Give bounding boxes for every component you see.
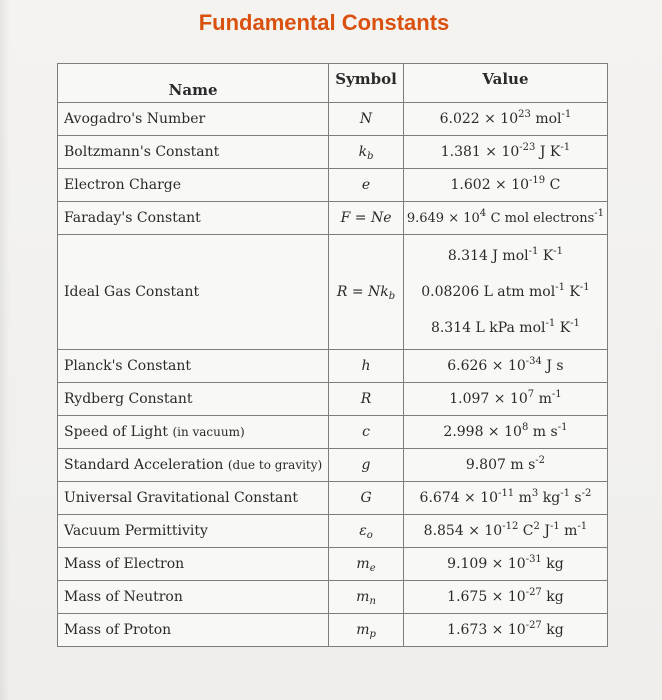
unit-exponent: -1 xyxy=(549,521,560,532)
gas-value-2 xyxy=(410,274,601,310)
symbol-subscript: b xyxy=(388,291,396,302)
value-unit: kg xyxy=(546,622,564,638)
gas-value-1 xyxy=(410,238,601,274)
unit-exponent: -1 xyxy=(555,282,565,293)
header-row xyxy=(58,64,608,103)
table-row xyxy=(58,202,608,235)
value-unit: kg xyxy=(546,556,564,572)
constant-symbol xyxy=(329,581,404,614)
value-exponent: -12 xyxy=(502,521,519,532)
constant-value xyxy=(403,383,607,416)
symbol-base: k xyxy=(358,144,368,160)
value-mantissa: 1.381 × 10 xyxy=(440,144,520,160)
constant-name: Mass of Electron xyxy=(58,548,329,581)
constant-symbol: c xyxy=(329,416,404,449)
symbol-base: m xyxy=(356,589,370,605)
constant-value xyxy=(403,581,607,614)
value-unit: J xyxy=(544,523,550,539)
value-unit: s xyxy=(574,490,582,506)
header-name: Name xyxy=(58,64,329,103)
value-unit: J s xyxy=(546,358,564,374)
symbol-subscript: b xyxy=(367,151,374,162)
value-mantissa: 9.649 × 10 xyxy=(406,211,480,226)
gas-value-3 xyxy=(410,310,601,346)
value-exponent: 4 xyxy=(479,208,487,219)
value-exponent: -19 xyxy=(529,175,546,186)
constant-name: Electron Charge xyxy=(58,169,329,202)
constant-name: Ideal Gas Constant xyxy=(58,235,329,350)
value-mantissa: 2.998 × 10 xyxy=(443,424,522,440)
constant-name: Faraday's Constant xyxy=(58,202,329,235)
symbol-lhs: R xyxy=(336,284,348,300)
constant-symbol xyxy=(329,235,404,350)
value-unit: mol xyxy=(535,111,562,127)
unit-exponent: -1 xyxy=(560,142,571,153)
unit-exponent: -2 xyxy=(581,488,592,499)
value-unit: m xyxy=(518,490,532,506)
symbol-subscript: n xyxy=(369,596,376,607)
header-value: Value xyxy=(403,64,607,103)
constant-value xyxy=(403,548,607,581)
constant-symbol: h xyxy=(329,350,404,383)
unit-exponent: -1 xyxy=(545,318,556,329)
symbol-base: m xyxy=(356,622,370,638)
value-unit: m xyxy=(538,391,552,407)
value-unit: C xyxy=(522,523,534,539)
unit-exponent: -2 xyxy=(535,455,546,466)
constants-table xyxy=(57,63,608,647)
table-row xyxy=(58,416,608,449)
constant-name: Mass of Proton xyxy=(58,614,329,647)
constant-symbol xyxy=(329,548,404,581)
unit-exponent: -1 xyxy=(594,208,605,219)
value-unit: C xyxy=(549,177,561,193)
unit-exponent: 3 xyxy=(531,488,539,499)
constant-name: Rydberg Constant xyxy=(58,383,329,416)
unit-exponent: -1 xyxy=(553,246,564,257)
value-unit: K xyxy=(559,320,571,336)
constant-name xyxy=(58,416,329,449)
value-mantissa: 6.022 × 10 xyxy=(439,111,519,127)
table-row xyxy=(58,103,608,136)
symbol-lhs: F xyxy=(340,210,351,226)
value-exponent: -31 xyxy=(525,554,542,565)
name-text: Standard Acceleration xyxy=(64,457,224,473)
symbol-rhs: Ne xyxy=(370,210,392,226)
constant-name: Planck's Constant xyxy=(58,350,329,383)
value-exponent: 8 xyxy=(521,422,529,433)
value-mantissa: 9.109 × 10 xyxy=(447,556,526,572)
symbol-equals: = xyxy=(350,210,371,226)
constant-value xyxy=(403,235,607,350)
name-note: (in vacuum) xyxy=(172,425,245,439)
value-mantissa: 8.854 × 10 xyxy=(423,523,503,539)
unit-exponent: -1 xyxy=(528,246,539,257)
constant-symbol: G xyxy=(329,482,404,515)
symbol-equals: = xyxy=(347,284,369,300)
value-exponent: -11 xyxy=(498,488,515,499)
constant-symbol xyxy=(329,515,404,548)
constant-value xyxy=(403,614,607,647)
constant-name: Universal Gravitational Constant xyxy=(58,482,329,515)
symbol-subscript: e xyxy=(369,563,376,574)
value-text: 0.08206 L atm mol xyxy=(421,284,556,300)
unit-exponent: -1 xyxy=(557,422,568,433)
symbol-subscript: p xyxy=(369,629,376,640)
symbol-rhs: Nk xyxy=(368,284,389,300)
constant-value xyxy=(403,449,607,482)
table-row xyxy=(58,614,608,647)
value-mantissa: 6.626 × 10 xyxy=(447,358,526,374)
value-unit: kg xyxy=(546,589,564,605)
constant-symbol: R xyxy=(329,383,404,416)
table-row xyxy=(58,235,608,350)
symbol-subscript: o xyxy=(366,530,373,541)
value-exponent: -34 xyxy=(525,356,542,367)
constant-name: Vacuum Permittivity xyxy=(58,515,329,548)
value-exponent: -23 xyxy=(519,142,536,153)
value-unit: K xyxy=(542,248,554,264)
header-symbol: Symbol xyxy=(329,64,404,103)
name-text: Speed of Light xyxy=(64,424,168,440)
constant-value xyxy=(403,202,607,235)
constant-symbol: e xyxy=(329,169,404,202)
unit-exponent: -1 xyxy=(560,488,570,499)
page-edge-shadow xyxy=(0,0,10,700)
value-unit: m s xyxy=(532,424,558,440)
value-unit: J K xyxy=(539,144,561,160)
table-row xyxy=(58,581,608,614)
table-row xyxy=(58,548,608,581)
constant-name: Mass of Neutron xyxy=(58,581,329,614)
value-exponent: 23 xyxy=(518,109,531,120)
table-row xyxy=(58,449,608,482)
unit-exponent: -1 xyxy=(551,389,562,400)
constant-name xyxy=(58,449,329,482)
value-mantissa: 6.674 × 10 xyxy=(419,490,499,506)
constant-symbol: g xyxy=(329,449,404,482)
value-unit: C mol electrons xyxy=(490,211,595,226)
value-mantissa: 1.675 × 10 xyxy=(447,589,526,605)
table-row xyxy=(58,383,608,416)
symbol-base: m xyxy=(356,556,370,572)
value-exponent: -27 xyxy=(525,587,542,598)
constant-value xyxy=(403,136,607,169)
table-row xyxy=(58,350,608,383)
table-row xyxy=(58,515,608,548)
value-text: 9.807 m s xyxy=(465,457,536,473)
value-mantissa: 1.673 × 10 xyxy=(447,622,526,638)
value-exponent: 7 xyxy=(527,389,535,400)
constant-name: Avogadro's Number xyxy=(58,103,329,136)
constant-value xyxy=(403,416,607,449)
constant-value xyxy=(403,103,607,136)
value-mantissa: 1.097 × 10 xyxy=(449,391,528,407)
constant-value xyxy=(403,169,607,202)
name-note: (due to gravity) xyxy=(227,458,323,472)
page-title: Fundamental Constants xyxy=(198,10,450,35)
table-row xyxy=(58,482,608,515)
constant-value xyxy=(403,350,607,383)
constant-symbol xyxy=(329,614,404,647)
unit-exponent: -1 xyxy=(577,521,588,532)
value-text: 8.314 J mol xyxy=(447,248,529,264)
constant-value xyxy=(403,515,607,548)
constant-name: Boltzmann's Constant xyxy=(58,136,329,169)
unit-exponent: -1 xyxy=(561,109,572,120)
unit-exponent: -1 xyxy=(579,282,590,293)
constant-symbol xyxy=(329,136,404,169)
value-exponent: -27 xyxy=(525,620,542,631)
value-unit: kg xyxy=(542,490,561,506)
value-mantissa: 1.602 × 10 xyxy=(450,177,530,193)
table-row xyxy=(58,169,608,202)
constant-symbol: N xyxy=(329,103,404,136)
unit-exponent: -1 xyxy=(570,318,580,329)
value-text: 8.314 L kPa mol xyxy=(430,320,546,336)
value-unit: K xyxy=(569,284,580,300)
constant-value xyxy=(403,482,607,515)
table-row xyxy=(58,136,608,169)
constant-symbol xyxy=(329,202,404,235)
value-unit: m xyxy=(564,523,578,539)
symbol-base: ε xyxy=(359,523,367,539)
unit-exponent: 2 xyxy=(533,521,540,532)
